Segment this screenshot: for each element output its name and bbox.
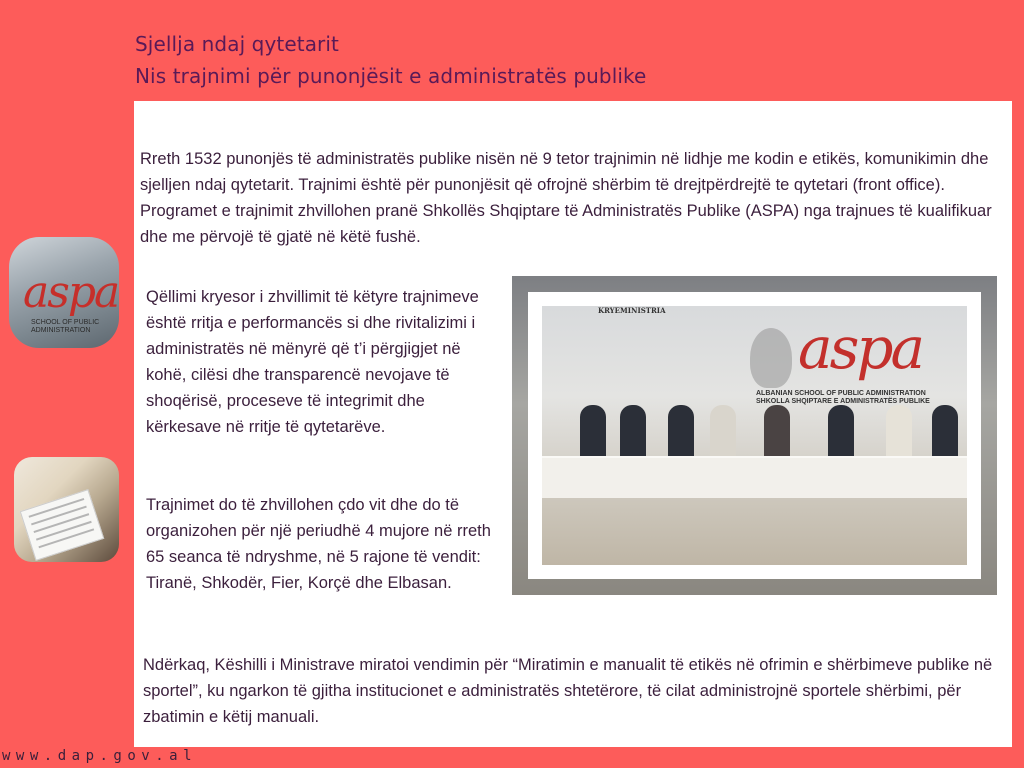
council-decision-paragraph: Ndërkaq, Këshilli i Ministrave miratoi vendimin për “Miratimin e manualit të etikës në ofrimin e shërbimeve publike në sportel”, ku ngarkon të gjitha institucionet e administratës shtetërore, të cilat administrojnë sportele shërbimi, për zbatimin e këtij manuali. (143, 656, 993, 726)
meeting-table (542, 456, 967, 498)
page-title-line-1: Sjellja ndaj qytetarit (135, 32, 339, 56)
thumbnail-logo-text: aspa (23, 267, 119, 318)
eagle-emblem-icon (750, 328, 792, 388)
goal-paragraph: Qëllimi kryesor i zhvillimit të këtyre trajnimeve është rritja e performancës si dhe rivitalizimi i administratës në mënyrë që t’i përgjigjet në kohë, cilësi dhe transparencë nevojave të shoqërisë, proceseve të integrimit dhe kërkesave në rritje të qytetarëve. (146, 288, 479, 436)
aspa-logo-thumbnail (9, 237, 119, 348)
photo-aspa-subtext: ALBANIAN SCHOOL OF PUBLIC ADMINISTRATION SHKOLLA SHQIPTARE E ADMINISTRATËS PUBLIKE (756, 390, 930, 405)
meeting-photo-frame (512, 276, 997, 595)
photo-white-border (528, 292, 981, 579)
document-sheet (20, 489, 105, 561)
photo-sign-text: KRYEMINISTRIA (598, 306, 666, 315)
footer-website-link[interactable]: www.dap.gov.al (2, 748, 198, 764)
training-documents-thumbnail (14, 457, 119, 562)
intro-paragraph: Rreth 1532 punonjës të administratës publike nisën në 9 tetor trajnimin në lidhje me kodin e etikës, komunikimin dhe sjelljen ndaj qytetarit. Trajnimi është për punonjësit që ofrojnë shërbim të drejtpërdrejtë te qytetari (front office). Programet e trajnimit zhvillohen pranë Shkollës Shqiptare të Administratës Publike (ASPA) nga trajnues të kualifikuar dhe me përvojë të gjatë në këtë fushë. (140, 150, 992, 246)
meeting-photo (542, 306, 967, 565)
thumbnail-logo-subtext: SCHOOL OF PUBLIC ADMINISTRATION (31, 319, 100, 334)
page-title-line-2: Nis trajnimi për punonjësit e administratës publike (135, 64, 647, 88)
schedule-paragraph: Trajnimet do të zhvillohen çdo vit dhe do të organizohen për një periudhë 4 mujore në rreth 65 seanca të ndryshme, në 5 rajone të vendit: Tiranë, Shkodër, Fier, Korçë dhe Elbasan. (146, 496, 491, 592)
photo-aspa-logo: aspa (798, 314, 923, 382)
